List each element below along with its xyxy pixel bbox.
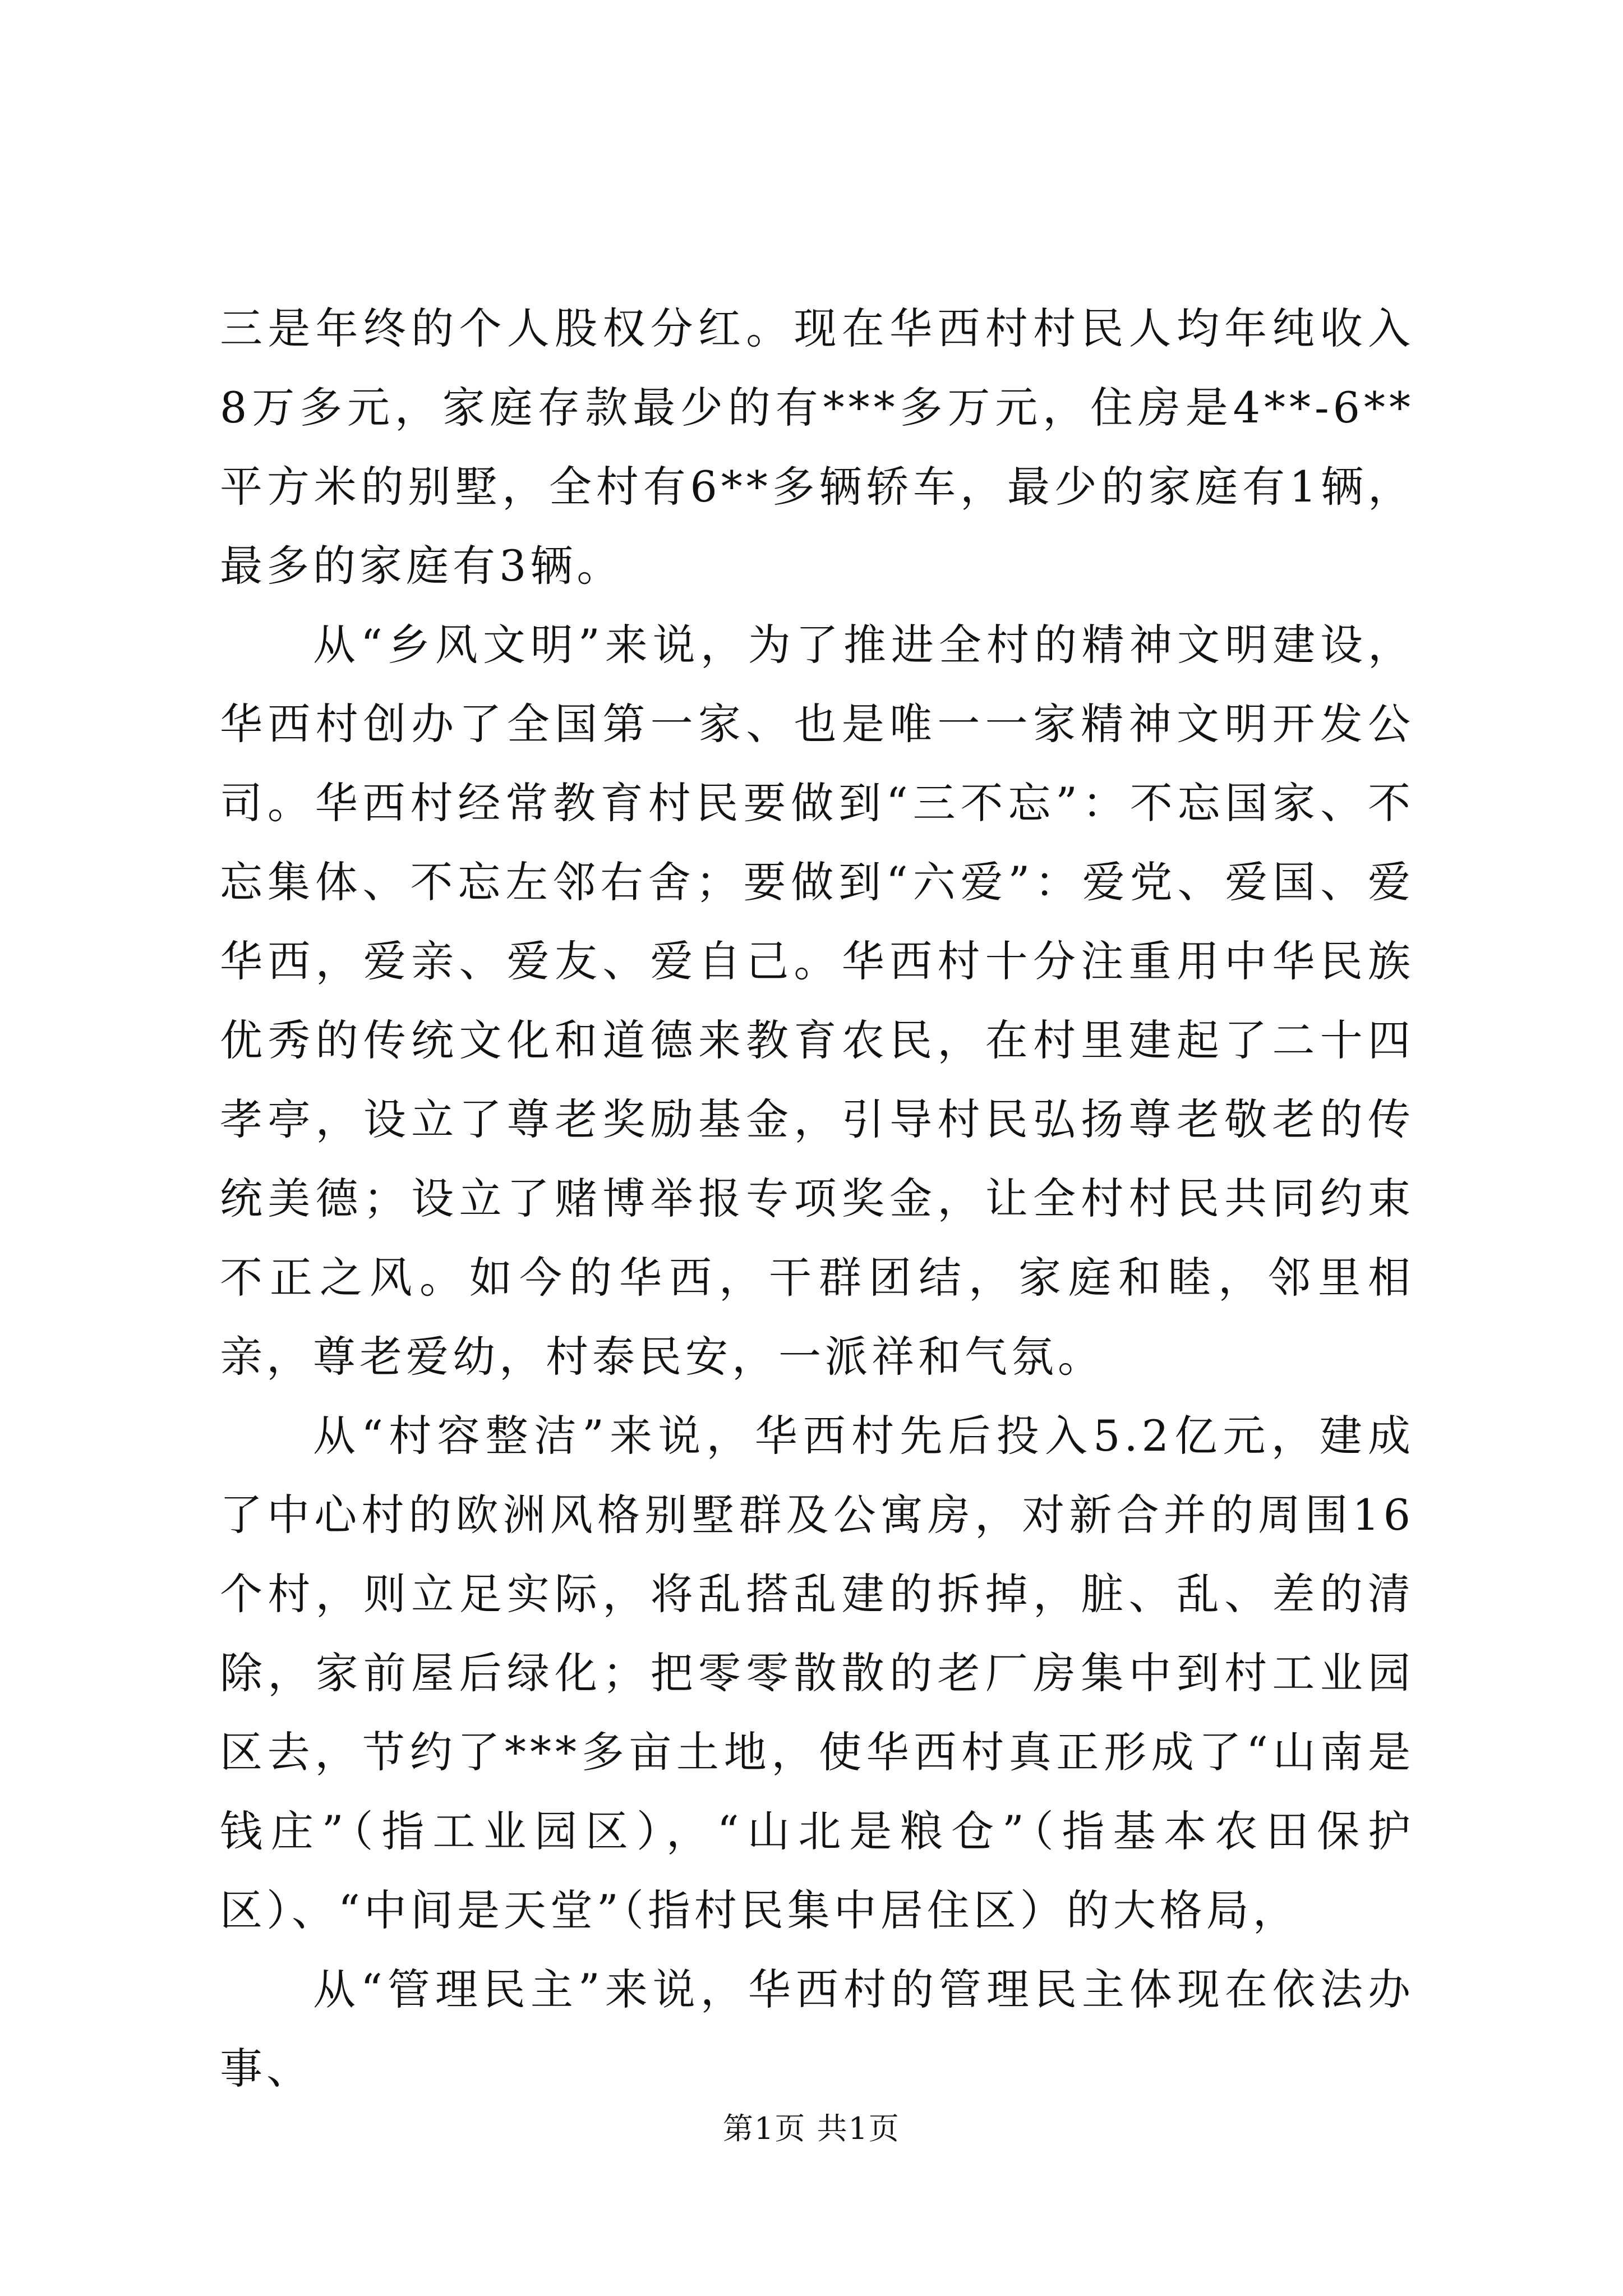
paragraph-4: 从“管理民主”来说，华西村的管理民主体现在依法办事、	[220, 1964, 1414, 2093]
page-footer: 第1页 共1页	[723, 2111, 900, 2146]
paragraph-1: 三是年终的个人股权分红。现在华西村村民人均年纯收入8万多元，家庭存款最少的有***多万元，住房是4**-6**平方米的别墅，全村有6**多辆轿车，最少的家庭有1辆，最多的家庭有3辆。	[220, 303, 1414, 591]
paragraph-3: 从“村容整洁”来说，华西村先后投入5.2亿元，建成了中心村的欧洲风格别墅群及公寓房，对新合并的周围16个村，则立足实际，将乱搭乱建的拆掉，脏、乱、差的清除，家前屋后绿化；把零零散散的老厂房集中到村工业园区去，节约了***多亩土地，使华西村真正形成了“山南是钱庄”（指工业园区），“山北是粮仓”（指基本农田保护区）、“中间是天堂”（指村民集中居住区）的大格局，	[220, 1411, 1414, 1935]
document-body	[220, 289, 1414, 2108]
paragraph-2: 从“乡风文明”来说，为了推进全村的精神文明建设，华西村创办了全国第一家、也是唯一一家精神文明开发公司。华西村经常教育村民要做到“三不忘”：不忘国家、不忘集体、不忘左邻右舍；要做到“六爱”：爱党、爱国、爱华西，爱亲、爱友、爱自己。华西村十分注重用中华民族优秀的传统文化和道德来教育农民，在村里建起了二十四孝亭，设立了尊老奖励基金，引导村民弘扬尊老敬老的传统美德；设立了赌博举报专项奖金，让全村村民共同约束不正之风。如今的华西，干群团结，家庭和睦，邻里相亲，尊老爱幼，村泰民安，一派祥和气氛。	[220, 620, 1414, 1382]
